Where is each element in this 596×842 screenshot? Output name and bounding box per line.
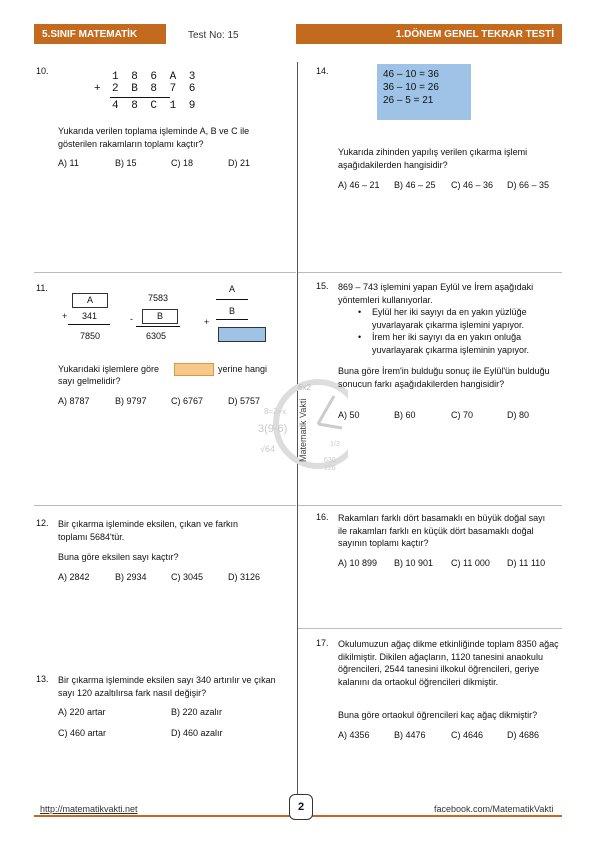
question-14-number: 14.: [316, 66, 329, 76]
q12-option-d[interactable]: D) 3126: [228, 572, 261, 582]
watermark-formula: 630: [324, 457, 336, 464]
q15-method-2: • İrem her iki sayıyı da en yakın onluğa yuvarlayarak çıkarma işleminin yapıyor.: [358, 332, 530, 355]
q14-mental-math-box: [377, 64, 471, 120]
q11-option-d[interactable]: D) 5757: [228, 396, 261, 406]
q11-option-b[interactable]: B) 9797: [115, 396, 147, 406]
header-test-number: Test No: 15: [188, 30, 239, 41]
page-number: 2: [289, 794, 313, 820]
q12-option-a[interactable]: A) 2842: [58, 572, 90, 582]
q17-option-d[interactable]: D) 4686: [507, 730, 540, 740]
q15-option-a[interactable]: A) 50: [338, 410, 360, 420]
q11-op2-result: 6305: [146, 331, 167, 341]
q12-text: Bir çıkarma işleminde eksilen, çıkan ve farkın toplamı 5684'tür.: [58, 519, 239, 542]
question-15-number: 15.: [316, 281, 329, 291]
q11-option-c[interactable]: C) 6767: [171, 396, 204, 406]
q13-option-d[interactable]: D) 460 azalır: [171, 728, 223, 738]
watermark-formula: 126: [324, 465, 336, 472]
row-divider: [298, 628, 562, 629]
q11-op1-a: A: [86, 295, 93, 305]
footer-facebook-link[interactable]: facebook.com/MatematikVakti: [434, 804, 554, 814]
q11-option-a[interactable]: A) 8787: [58, 396, 90, 406]
q13-option-a[interactable]: A) 220 artar: [58, 707, 106, 717]
q10-sum-line: [110, 97, 170, 98]
q14-option-c[interactable]: C) 46 – 36: [451, 180, 494, 190]
watermark-formula: 3(9-6): [258, 423, 288, 435]
footer-website-link[interactable]: http://matematikvakti.net: [40, 804, 138, 814]
q10-option-d[interactable]: D) 21: [228, 158, 251, 168]
q13-option-b[interactable]: B) 220 azalır: [171, 707, 223, 717]
q11-text-after-2: sayı gelmelidir?: [58, 376, 121, 386]
watermark-formula: 8=2+x: [264, 407, 287, 416]
q11-op1-line: [68, 324, 110, 325]
q15-option-c[interactable]: C) 70: [451, 410, 474, 420]
q10-plus: +: [94, 83, 104, 95]
q15-option-d[interactable]: D) 80: [507, 410, 530, 420]
row-divider: [298, 505, 562, 506]
q10-option-c[interactable]: C) 18: [171, 158, 194, 168]
q17-text: Okulumuzun ağaç dikme etkinliğinde toplam 8350 ağaç dikilmiştir. Dikilen ağaçların, 1120 tanesini anaokulu öğrencileri, 2544 tanesini ilkokul öğrencileri, geriye kalanını da ortaokul öğrencileri dikmiştir.: [338, 639, 559, 687]
q10-option-a[interactable]: A) 11: [58, 158, 79, 168]
q11-answer-box: [218, 327, 266, 342]
watermark-formula: 1/3: [330, 441, 340, 448]
q11-op2-b: B: [156, 311, 163, 321]
q15-text: 869 – 743 işlemini yapan Eylül ve İrem aşağıdaki yöntemleri kullanıyorlar.: [338, 282, 534, 305]
q17-question: Buna göre ortaokul öğrencileri kaç ağaç dikmiştir?: [338, 710, 538, 720]
q10-option-b[interactable]: B) 15: [115, 158, 137, 168]
q11-op2-box-b: [142, 309, 178, 324]
q16-option-c[interactable]: C) 11 000: [451, 558, 490, 568]
q15-question: Buna göre İrem'in bulduğu sonuç ile Eylül'ün bulduğu sonucun farkı aşağıdakilerden hangisidir?: [338, 366, 550, 389]
q11-op3-top-line: [216, 299, 248, 300]
row-divider: [298, 272, 562, 273]
q14-text: Yukarıda zihinden yapılış verilen çıkarma işlemi aşağıdakilerden hangisidir?: [338, 147, 528, 170]
q10-row1: 1 8 6 A 3: [112, 71, 199, 83]
q11-op1-box-a: [72, 293, 108, 308]
q10-result: 4 8 C 1 9: [112, 100, 199, 112]
question-11-number: 11.: [36, 283, 48, 293]
q14-line-1: 46 – 10 = 36: [383, 69, 439, 80]
q11-op3-b: B: [229, 306, 236, 316]
q11-highlight-box: [174, 363, 214, 376]
row-divider: [34, 272, 296, 273]
q14-option-d[interactable]: D) 66 – 35: [507, 180, 550, 190]
question-10-number: 10.: [36, 66, 49, 76]
question-17-number: 17.: [316, 638, 329, 648]
question-16-number: 16.: [316, 512, 329, 522]
q13-text: Bir çıkarma işleminde eksilen sayı 340 artırılır ve çıkan sayı 120 azaltılırsa fark nasıl değişir?: [58, 675, 276, 698]
q11-text-before: Yukarıdaki işlemlere göre: [58, 364, 160, 374]
q14-option-b[interactable]: B) 46 – 25: [394, 180, 436, 190]
header-subject: 5.SINIF MATEMATİK: [34, 24, 166, 44]
q11-op2-line: [136, 326, 180, 327]
q11-op3-line: [216, 319, 248, 320]
q11-op2-sign: -: [130, 314, 133, 324]
q11-text-after-1: yerine hangi: [218, 364, 268, 374]
q16-option-a[interactable]: A) 10 899: [338, 558, 378, 568]
watermark-formula: 6x2: [298, 383, 311, 392]
q17-option-b[interactable]: B) 4476: [394, 730, 426, 740]
q15-method-1: • Eylül her iki sayıyı da en yakın yüzlüğe yuvarlayarak çıkarma işlemini yapıyor.: [358, 307, 527, 330]
q11-op3-sign: +: [204, 317, 210, 327]
row-divider: [34, 505, 296, 506]
q15-option-b[interactable]: B) 60: [394, 410, 416, 420]
q12-option-c[interactable]: C) 3045: [171, 572, 204, 582]
q11-op2-a: 7583: [148, 293, 169, 303]
q17-option-a[interactable]: A) 4356: [338, 730, 370, 740]
q11-op1-b: 341: [82, 311, 98, 321]
q17-option-c[interactable]: C) 4646: [451, 730, 484, 740]
question-13-number: 13.: [36, 674, 49, 684]
watermark-formula: √64: [260, 444, 275, 454]
q12-question: Buna göre eksilen sayı kaçtır?: [58, 552, 179, 562]
header-test-title: 1.DÖNEM GENEL TEKRAR TESTİ: [296, 24, 562, 44]
q11-op1-sign: +: [62, 311, 68, 321]
q11-op1-result: 7850: [80, 331, 101, 341]
q16-text: Rakamları farklı dört basamaklı en büyük doğal sayı ile rakamları farklı en küçük dört basamaklı doğal sayının toplamı kaçtır?: [338, 513, 546, 548]
q15-methods-list: [358, 306, 562, 356]
q13-option-c[interactable]: C) 460 artar: [58, 728, 107, 738]
question-12-number: 12.: [36, 518, 49, 528]
q14-line-2: 36 – 10 = 26: [383, 82, 439, 93]
q12-option-b[interactable]: B) 2934: [115, 572, 147, 582]
q16-option-b[interactable]: B) 10 901: [394, 558, 434, 568]
q10-text: Yukarıda verilen toplama işleminde A, B ve C ile gösterilen rakamların toplamı kaçtır?: [58, 126, 250, 149]
q14-line-3: 26 – 5 = 21: [383, 95, 434, 106]
watermark-text: Matematik Vakti: [298, 398, 308, 462]
q16-option-d[interactable]: D) 11 110: [507, 558, 546, 568]
q11-op3-a: A: [229, 284, 236, 294]
q10-row2: 2 B 8 7 6: [112, 83, 199, 95]
q14-option-a[interactable]: A) 46 – 21: [338, 180, 380, 190]
